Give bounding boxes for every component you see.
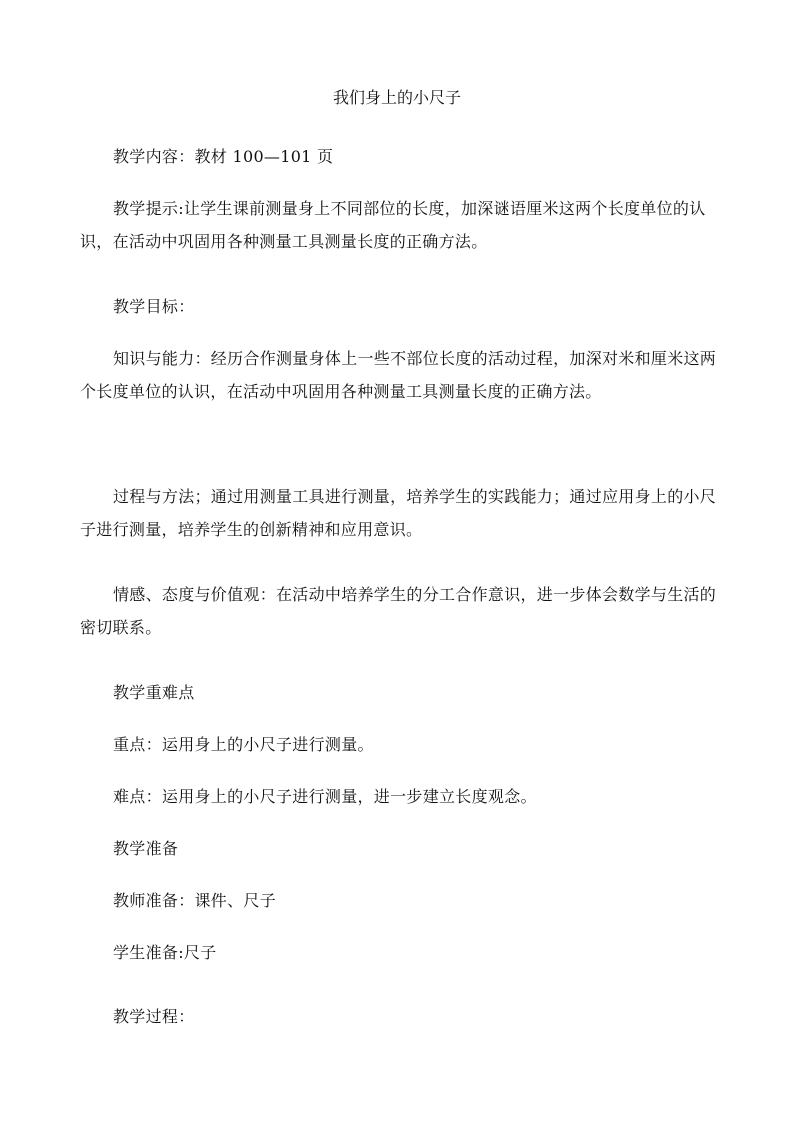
student-preparation-paragraph: 学生准备:尺子 [113, 943, 217, 962]
document-title: 我们身上的小尺子 [332, 88, 461, 107]
key-difficulties-heading: 教学重难点 [113, 683, 195, 702]
process-method-paragraph: 过程与方法；通过用测量工具进行测量，培养学生的实践能力；通过应用身上的小尺子进行测量，培养学生的创新精神和应用意识。 [80, 487, 717, 539]
teaching-process-heading: 教学过程： [113, 1007, 195, 1026]
teaching-hint-paragraph: 教学提示:让学生课前测量身上不同部位的长度，加深谜语厘米这两个长度单位的认识，在活动中巩固用各种测量工具测量长度的正确方法。 [80, 199, 706, 251]
knowledge-ability-paragraph: 知识与能力：经历合作测量身体上一些不部位长度的活动过程，加深对米和厘米这两个长度单位的认识，在活动中巩固用各种测量工具测量长度的正确方法。 [80, 349, 717, 401]
teaching-preparation-heading: 教学准备 [113, 839, 179, 858]
teacher-preparation-paragraph: 教师准备：课件、尺子 [113, 891, 277, 910]
difficult-point-paragraph: 难点：运用身上的小尺子进行测量，进一步建立长度观念。 [113, 787, 537, 806]
key-point-paragraph: 重点：运用身上的小尺子进行测量。 [113, 735, 374, 754]
teaching-content-paragraph: 教学内容：教材 100—101 页 [113, 147, 334, 166]
emotion-attitude-paragraph: 情感、态度与价值观：在活动中培养学生的分工合作意识，进一步体会数学与生活的密切联系。 [80, 585, 717, 637]
teaching-goals-heading: 教学目标： [113, 297, 195, 316]
